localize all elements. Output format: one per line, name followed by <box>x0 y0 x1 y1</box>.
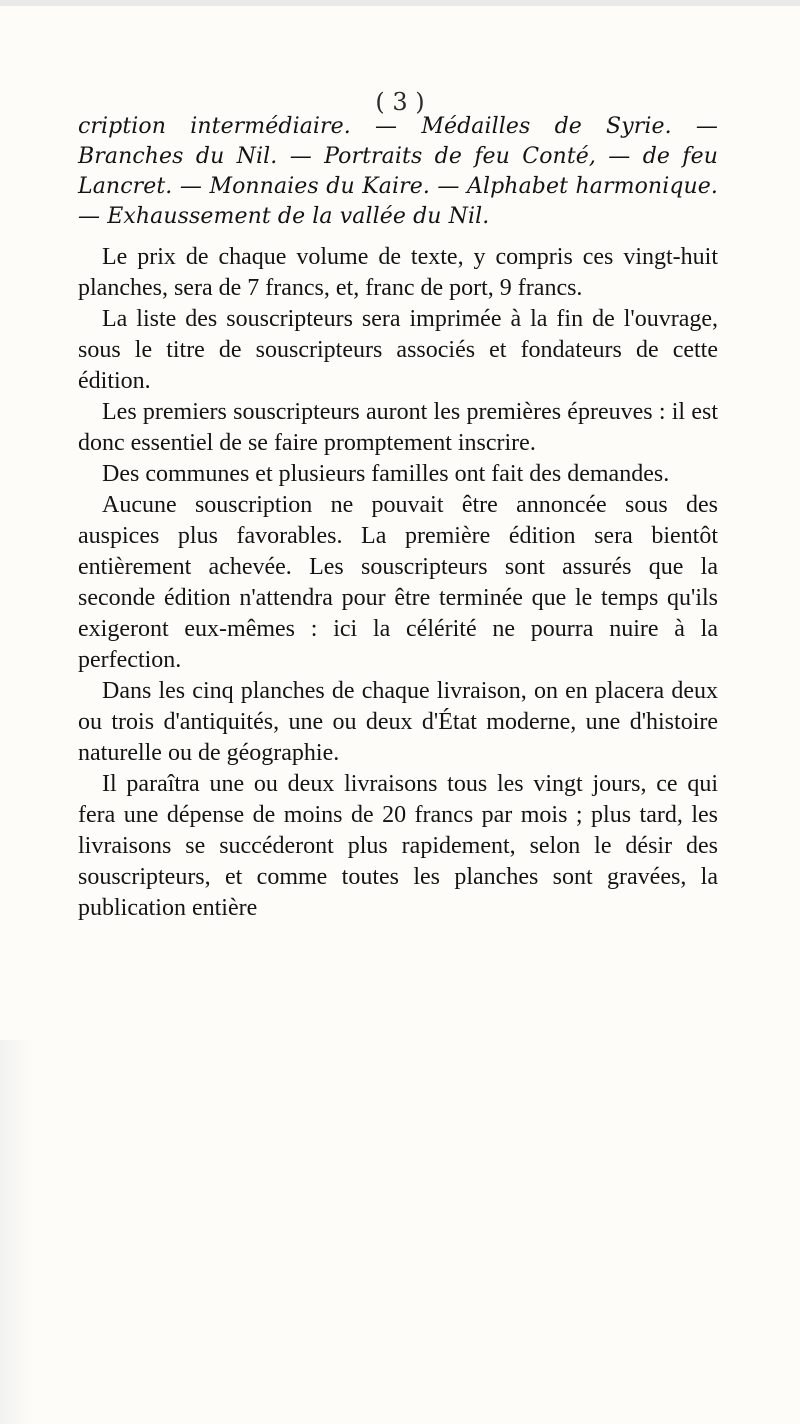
paragraph-price: Le prix de chaque volume de texte, y compris ces vingt-huit planches, sera de 7 francs, et, franc de port, 9 francs. <box>78 244 718 301</box>
scan-top-edge <box>0 0 800 6</box>
italic-contents-list: cription intermédiaire. — Médailles de Syrie. — Branches du Nil. — Portraits de feu Conté, — de feu Lancret. — Monnaies du Kaire. — Alphabet harmonique. — Exhaussement de la vallée du Nil. <box>78 114 718 229</box>
paragraph-auspices: Aucune souscription ne pouvait être annoncée sous des auspices plus favorables. La première édition sera bientôt entièrement achevée. Les souscripteurs sont assurés que la seconde édition n'attendra pour être terminée que le temps qu'ils exigeront eux-mêmes : ici la célérité ne pourra nuire à la perfection. <box>78 492 718 673</box>
paragraph-communes: Des communes et plusieurs familles ont fait des demandes. <box>102 461 670 487</box>
scan-left-edge <box>0 1040 34 1424</box>
text-block <box>78 112 718 924</box>
page-number: ( 3 ) <box>375 88 425 116</box>
paragraph-plates: Dans les cinq planches de chaque livraison, on en placera deux ou trois d'antiquités, une ou deux d'État moderne, une d'histoire naturelle ou de géographie. <box>78 678 718 766</box>
paragraph-first-subscribers: Les premiers souscripteurs auront les premières épreuves : il est donc essentiel de se faire promptement inscrire. <box>78 399 718 456</box>
paragraph-subscriber-list: La liste des souscripteurs sera imprimée à la fin de l'ouvrage, sous le titre de souscripteurs associés et fondateurs de cette édition. <box>78 306 718 394</box>
paragraph-schedule: Il paraîtra une ou deux livraisons tous les vingt jours, ce qui fera une dépense de moins de 20 francs par mois ; plus tard, les livraisons se succéderont plus rapidement, selon le désir des souscripteurs, et comme toutes les planches sont gravées, la publication entière <box>78 771 718 921</box>
